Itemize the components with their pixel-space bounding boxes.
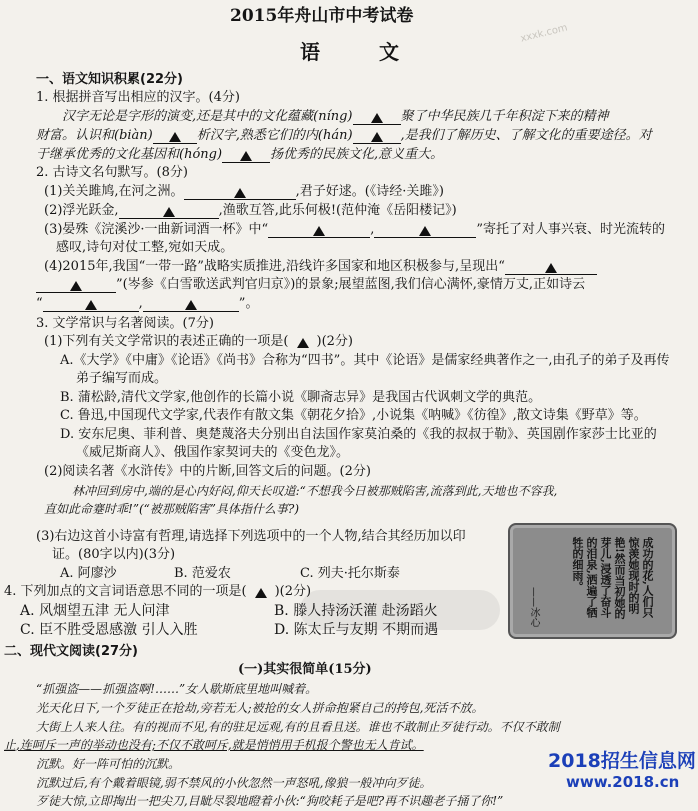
q2-stem: 2. 古诗文名句默写。(8分) xyxy=(36,165,188,180)
q3-option-d-line1: D. 安东尼奥、菲利普、奥楚蔑洛夫分别出自法国作家莫泊桑的《我的叔叔于勒》、英国剧作家莎士比亚的 xyxy=(60,427,657,442)
q1-stem: 1. 根据拼音写出相应的汉字。(4分) xyxy=(36,90,240,105)
passage-p5: 沉默过后,有个戴着眼镜,弱不禁风的小伙忽然一声怒吼,像狼一般冲向歹徒。 xyxy=(36,776,432,790)
poem-author: ——冰心 xyxy=(528,587,539,627)
subject-title: 语 文 xyxy=(300,40,425,64)
q2-line6: ”(岑参《白雪歌送武判官归京》)的景象;展望蓝图,我们信心满怀,豪情万丈,正如诗云 xyxy=(36,277,585,293)
q4-option-a: A. 风烟望五津 无人问津 xyxy=(20,603,170,619)
q3-option-c: C. 鲁迅,中国现代文学家,代表作有散文集《朝花夕拾》,小说集《呐喊》《彷徨》,散文诗集《野草》等。 xyxy=(60,408,647,423)
q4-option-b: B. 滕人持汤沃灌 赴汤蹈火 xyxy=(274,603,438,619)
passage-title: (一)其实很简单(15分) xyxy=(238,662,372,677)
answer-triangle-icon xyxy=(163,207,175,217)
q1-line1: 汉字无论是字形的演变,还是其中的文化蕴藏(níng) 聚了中华民族几千年积淀下来的精神 xyxy=(62,109,609,124)
q3-part3-line2: 证。(80字以内)(3分) xyxy=(52,547,176,562)
answer-triangle-icon xyxy=(85,300,97,310)
site-brand: 2018招生信息网 xyxy=(548,750,696,772)
answer-triangle-icon xyxy=(234,188,246,198)
passage-p3-line2: 止,连呵斥一声的举动也没有;不仅不敢呵斥,就是悄悄用手机报个警也无人肯试。 xyxy=(4,738,424,752)
q3-part1: (1)下列有关文学常识的表述正确的一项是( )(2分) xyxy=(44,334,353,349)
poem-text: 成功的花,人们只惊羡她现时的明艳!然而当初她的芽儿,浸透了奋斗的泪泉,洒遍了牺牲的细雨。 xyxy=(571,537,654,619)
q3-choice-a: A. 阿廖沙 xyxy=(60,566,117,581)
q2-line5: (4)2015年,我国“一带一路”战略实质推进,沿线许多国家和地区积极参与,呈现出“ xyxy=(44,259,597,275)
q3-option-d-line2: 《威尼斯商人》、俄国作家契诃夫的《变色龙》。 xyxy=(76,445,350,460)
answer-triangle-icon xyxy=(297,338,309,348)
q3-option-a-line1: A.《大学》《中庸》《论语》《尚书》合称为“四书”。其中《论语》是儒家经典著作之一,由孔子的弟子及再传 xyxy=(60,353,670,368)
poem-scroll xyxy=(508,523,677,639)
q3-option-b: B. 蒲松龄,清代文学家,他创作的长篇小说《聊斋志异》是我国古代讽刺文学的典范。 xyxy=(60,390,542,405)
q3-quote-line1: 林冲回到房中,端的是心内好闷,仰天长叹道:“不想我今日被那贼陷害,流落到此,天地也不容我, xyxy=(72,484,558,498)
passage-p2: 光天化日下,一个歹徒正在抢劫,旁若无人;被抢的女人拼命抱紧自己的挎包,死活不放。 xyxy=(36,701,484,715)
answer-triangle-icon xyxy=(240,151,252,161)
answer-triangle-icon xyxy=(70,281,82,291)
q1-line3: 于继承优秀的文化基因和(hóng) 扬优秀的民族文化,意义重大。 xyxy=(36,147,444,162)
q1-line2: 财富。认识和(biàn) 析汉字,熟悉它们的内(hán) ,是我们了解历史、了解文化的重要途径。对 xyxy=(36,128,652,143)
q3-option-a-line2: 弟子编写而成。 xyxy=(76,371,168,386)
q2-line3: (3)晏殊《浣溪沙·一曲新词酒一杯》中“ , ”寄托了对人事兴衰、时光流转的 xyxy=(44,222,665,237)
passage-p3-line1: 大街上人来人往。有的视而不见,有的驻足远观,有的且看且送。谁也不敢制止歹徒行动。不仅不敢制 xyxy=(36,720,560,734)
q3-part2: (2)阅读名著《水浒传》中的片断,回答文后的问题。(2分) xyxy=(44,464,371,479)
exam-title: 2015年舟山市中考试卷 xyxy=(230,6,414,26)
answer-triangle-icon xyxy=(371,132,383,142)
q2-line1: (1)关关雎鸠,在河之洲。 ,君子好逑。(《诗经·关雎》) xyxy=(44,184,444,199)
passage-p6: 歹徒大惊,立即掏出一把尖刀,目眦尽裂地瞪着小伙:“狗咬耗子是吧?再不识趣老子捅了你!” xyxy=(36,794,504,808)
q2-line4: 感叹,诗句对仗工整,宛如天成。 xyxy=(56,240,234,255)
watermark-text: xxxk.com xyxy=(519,22,569,45)
section-heading-1: 一、语文知识积累(22分) xyxy=(36,72,183,87)
q3-choice-b: B. 范爱农 xyxy=(174,566,231,581)
passage-p1: “抓强盗——抓强盗啊!……”女人歇斯底里地叫喊着。 xyxy=(36,682,318,696)
q4-option-d: D. 陈太丘与友期 不期而遇 xyxy=(274,622,439,638)
answer-triangle-icon xyxy=(419,226,431,236)
q3-quote-line2: 直如此命蹇时乖!”(“被那贼陷害”具体指什么事?) xyxy=(44,502,300,516)
answer-triangle-icon xyxy=(255,588,267,598)
q3-stem: 3. 文学常识与名著阅读。(7分) xyxy=(36,316,214,331)
q2-line7: “ , ”。 xyxy=(36,296,259,311)
answer-triangle-icon xyxy=(169,132,181,142)
passage-p4: 沉默。好一阵可怕的沉默。 xyxy=(36,757,181,771)
section-heading-2: 二、现代文阅读(27分) xyxy=(4,644,138,659)
answer-triangle-icon xyxy=(185,300,197,310)
q3-choice-c: C. 列夫·托尔斯泰 xyxy=(300,566,400,581)
q2-line2: (2)浮光跃金, ,渔歌互答,此乐何极!(范仲淹《岳阳楼记》) xyxy=(44,203,457,218)
q3-part3-line1: (3)右边这首小诗富有哲理,请选择下列选项中的一个人物,结合其经历加以印 xyxy=(36,529,466,544)
answer-triangle-icon xyxy=(545,263,557,273)
answer-triangle-icon xyxy=(313,226,325,236)
answer-triangle-icon xyxy=(371,113,383,123)
site-url[interactable]: www.2018.cn xyxy=(566,773,680,791)
q4-option-c: C. 臣不胜受恩感激 引人入胜 xyxy=(20,622,198,638)
q4-stem: 4. 下列加点的文言词语意思不同的一项是( )(2分) xyxy=(4,584,312,599)
